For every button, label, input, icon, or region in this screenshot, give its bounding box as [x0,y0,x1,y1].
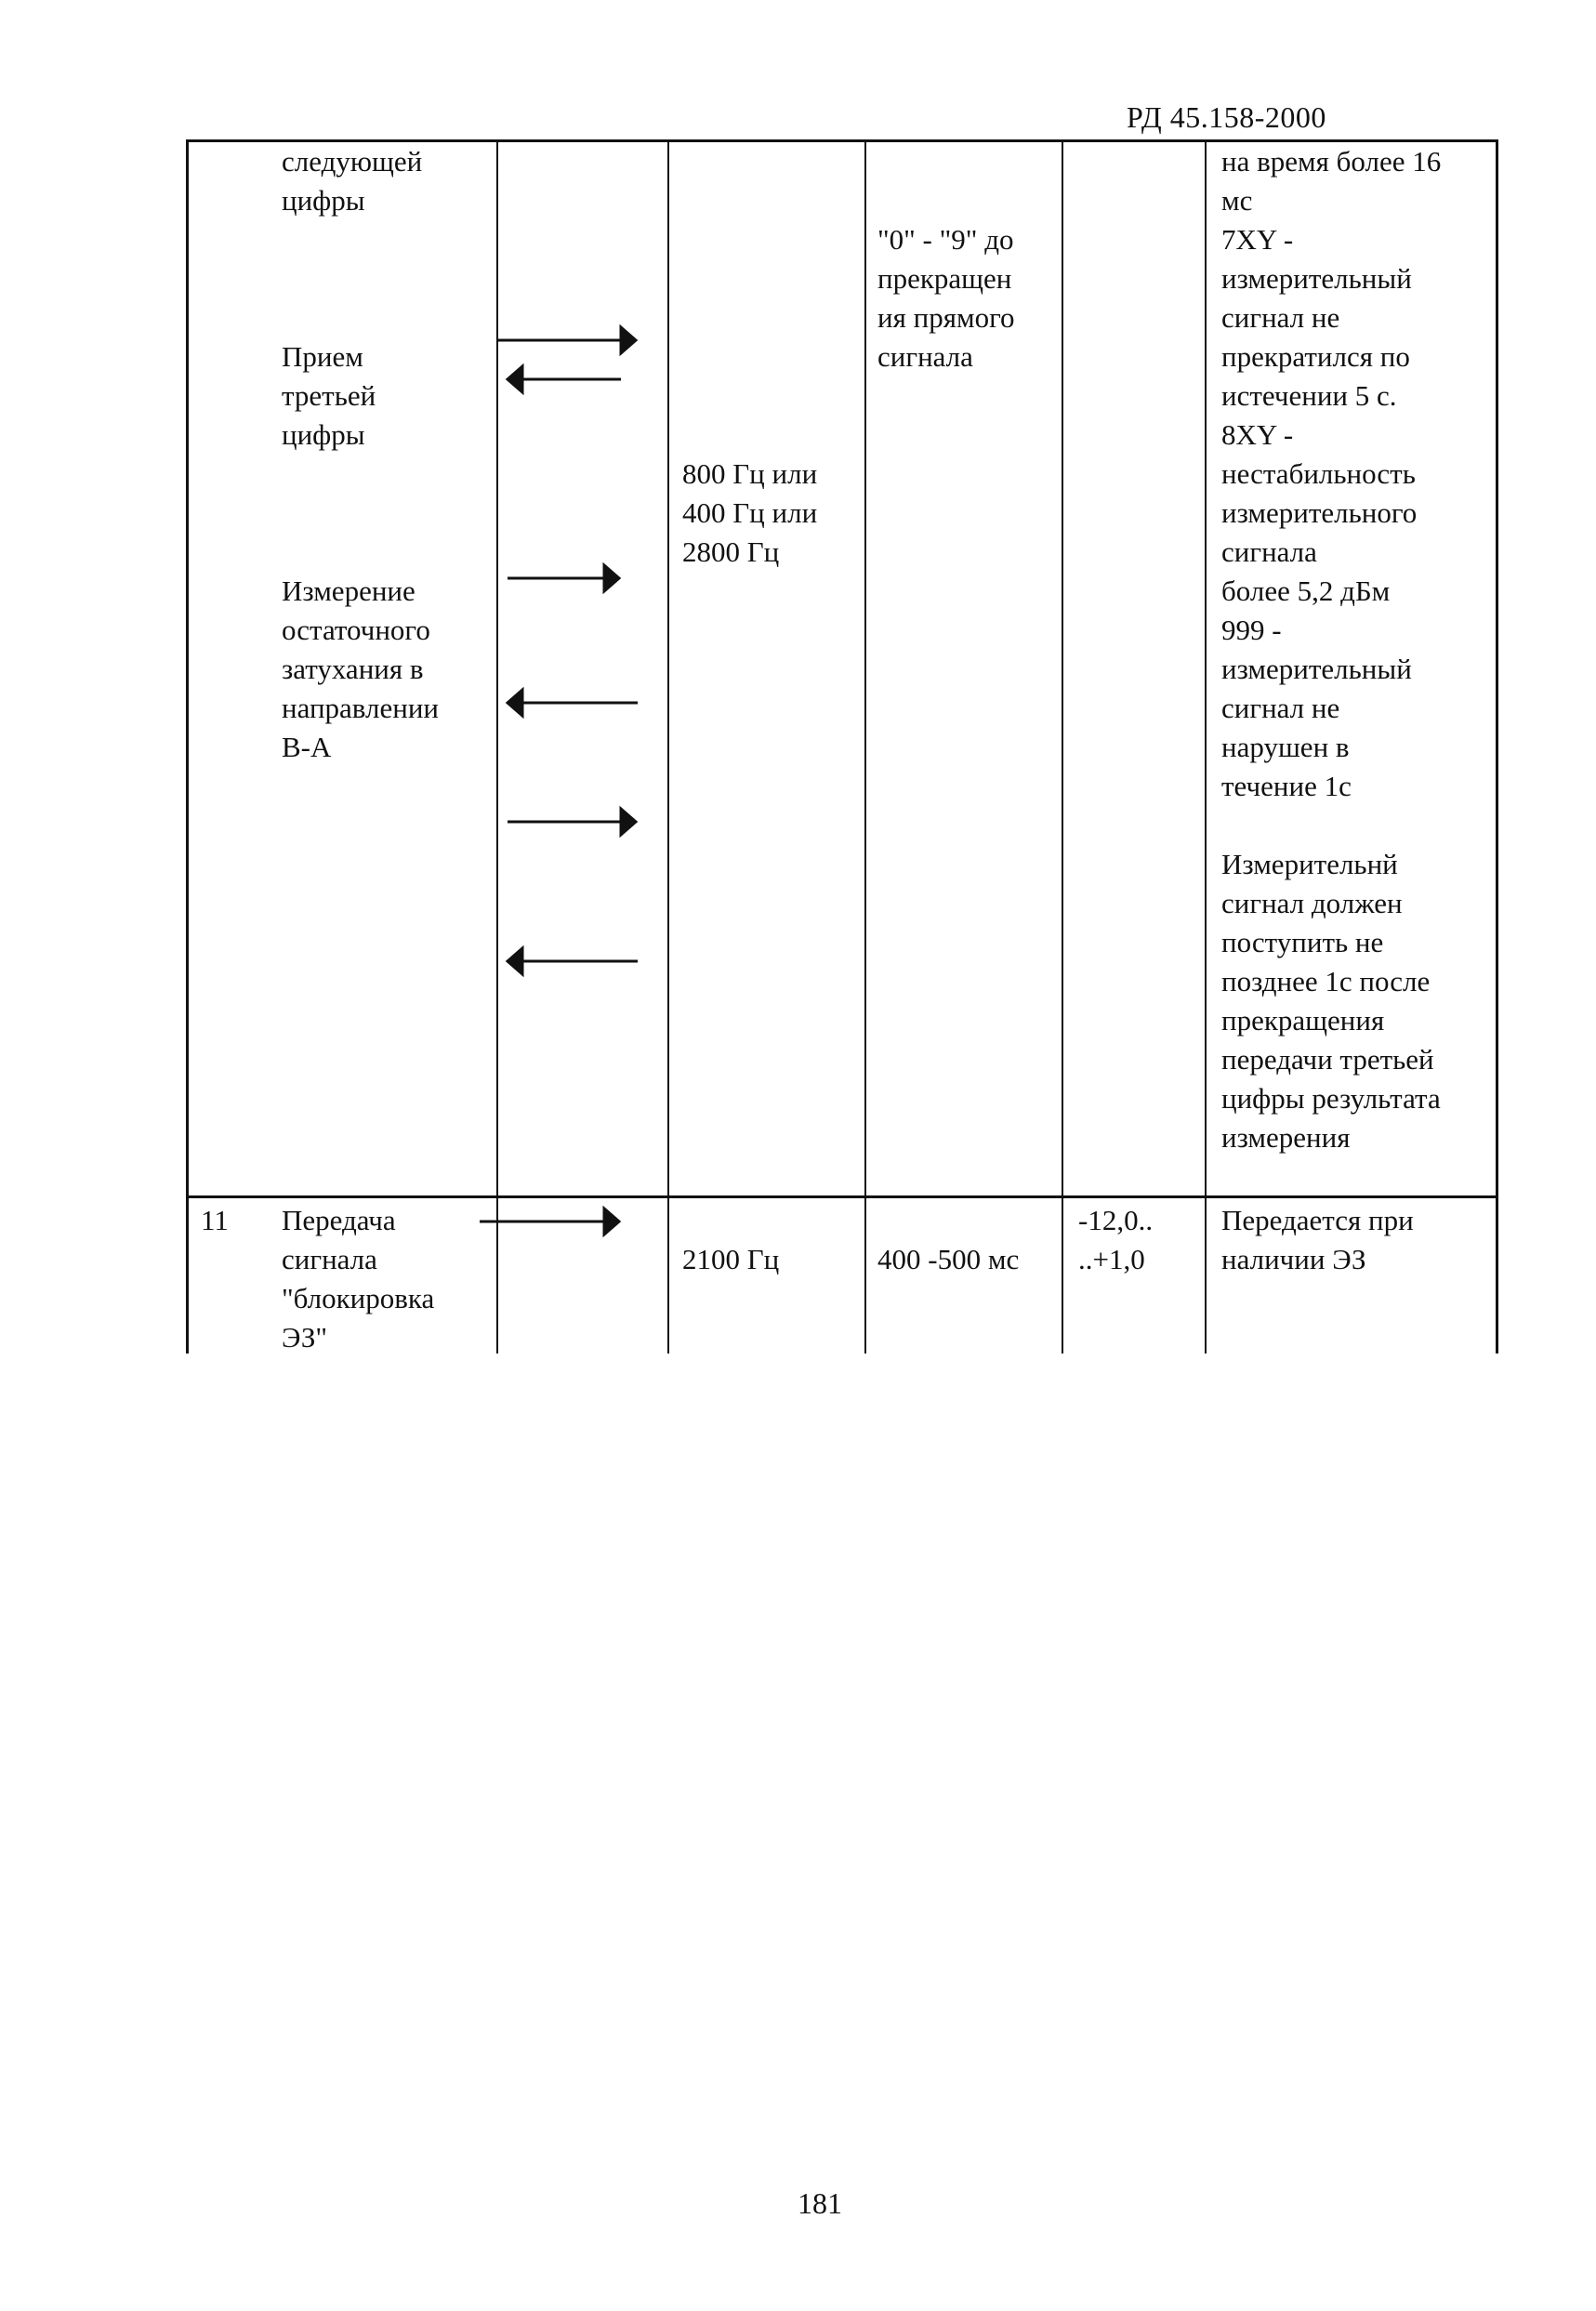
duration-cell: "0" - "9" до прекращен ия прямого сигнала [877,223,1015,373]
arrow-right-icon [480,1208,619,1235]
document-id: РД 45.158-2000 [1127,100,1326,134]
step-description-cell: Передача сигнала "блокировка ЭЗ" [282,1204,435,1354]
row-number-cell: 11 [201,1204,229,1236]
arrow-right-icon [508,565,619,591]
step-description-cell: следующей цифры Прием третьей цифры Измерение остаточного затухания в направлении В-А [282,145,440,763]
notes-cell: Передается при наличии ЭЗ [1221,1204,1414,1275]
arrow-left-icon [508,948,638,974]
duration-cell: 400 -500 мс [877,1243,1020,1275]
frequency-cell: 2100 Гц [682,1243,780,1275]
level-cell: -12,0.. ..+1,0 [1078,1204,1154,1275]
arrow-left-icon [508,366,621,392]
frequency-cell: 800 Гц или 400 Гц или 2800 Гц [682,457,818,568]
page-number: 181 [798,2186,842,2220]
arrow-right-icon [498,327,636,353]
arrow-right-icon [508,809,636,835]
arrow-left-icon [508,690,638,716]
notes-cell: на время более 16 мс 7XY - измерительный сигнал не прекратился по истечении 5 с. 8XY - нестабильность измерительного сигнала более 5,2 дБм 999 - измерительный сигнал не нарушен в течение 1с Измерительнй сигнал должен поступить не позднее 1с после прекращения передачи третьей цифры результата измерения [1221,145,1442,1154]
